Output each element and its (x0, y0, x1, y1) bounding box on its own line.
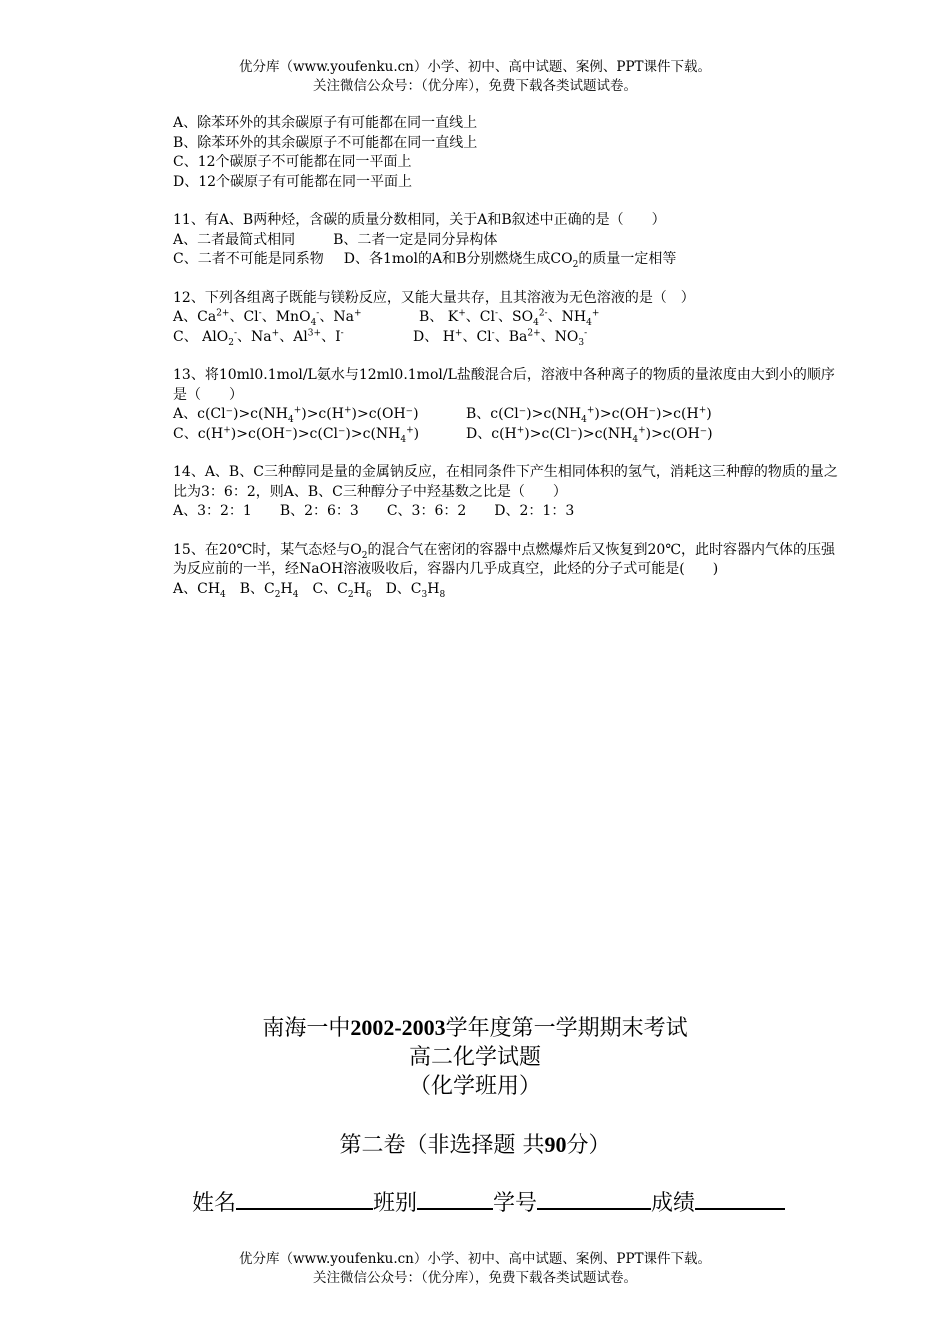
student-info-row (192, 1186, 785, 1217)
q10-option-b: B、除苯环外的其余碳原子不可能都在同一直线上 (173, 134, 478, 151)
q11-options-cd (173, 250, 838, 270)
q11-option-d: D、各1mol的A和B分别燃烧生成$CO_2$的质量一定相等 (343, 251, 677, 270)
q11-stem: 11、有A、B两种烃，含碳的质量分数相同，关于A和B叙述中正确的是（ ） (173, 212, 666, 228)
name-blank[interactable] (236, 1186, 373, 1210)
class-blank[interactable] (417, 1186, 493, 1210)
q13-option-a: A、$c(Cl^-)>c(NH_4^+)>c(H^+)>c(OH^-)$ (173, 405, 419, 425)
score-blank[interactable] (695, 1186, 785, 1210)
q15-option-d: D、$C_3H_8$ (385, 580, 446, 600)
q14-stem: 14、A、B、C三种醇同是量的金属钠反应，在相同条件下产生相同体积的氢气，消耗这三种醇的物质的量之比为3：6：2，则A、B、C三种醇分子中羟基数之比是（ ） (173, 464, 838, 500)
page-header (0, 58, 950, 96)
footer-line-2: 关注微信公众号：（优分库），免费下载各类试题试卷。 (313, 1270, 637, 1286)
q12-option-a: A、$Ca^{2+}$、Cl-、MnO$_4$-、Na+ (173, 308, 362, 328)
q12-options-cd (173, 328, 838, 348)
q13-option-b: B、$c(Cl^-)>c(NH_4^+)>c(OH^-)>c(H^+)$ (466, 405, 712, 425)
q13-options-cd (173, 425, 838, 445)
q15-option-c: C、$C_2H_6$ (312, 580, 372, 600)
q12-option-c: C、 AlO$_2$-、Na+、$Al^{3+}$、I- (173, 327, 344, 348)
class-label: 班别 (373, 1191, 418, 1216)
section-heading: 第二卷（非选择题 共90分） (339, 1132, 611, 1158)
q11-options-ab (173, 231, 838, 251)
question-content (173, 114, 838, 599)
exam-title-line-2: 高二化学试题 (408, 1045, 541, 1070)
q13-options-ab (173, 405, 838, 425)
q14-options: A、3：2：1 B、2：6：3 C、3：6：2 D、2：1：3 (173, 503, 575, 519)
q10-option-a: A、除苯环外的其余碳原子有可能都在同一直线上 (173, 115, 478, 131)
q12-options-ab (173, 308, 838, 328)
q15-option-a: A、$CH_4$ (173, 580, 226, 600)
q15-options (173, 580, 838, 600)
header-line-2: 关注微信公众号：（优分库），免费下载各类试题试卷。 (313, 78, 637, 94)
q13-option-c: C、$c(H^+)>c(OH^-)>c(Cl^-)>c(NH_4^+)$ (173, 424, 420, 445)
header-line-1: 优分库（www.youfenku.cn）小学、初中、高中试题、案例、PPT课件下载。 (238, 59, 712, 75)
name-label: 姓名 (192, 1191, 237, 1216)
q11-option-c: C、二者不可能是同系物 (173, 251, 324, 267)
q10-option-d: D、12个碳原子有可能都在同一平面上 (173, 173, 413, 190)
page-footer (0, 1250, 950, 1288)
q15-stem: 15、在20℃时，某气态烃与$O_2$的混合气在密闭的容器中点燃爆炸后又恢复到20℃，此时容器内气体的压强为反应前的一半，经NaOH溶液吸收后，容器内几乎成真空，此烃的分子式可能是( ) (173, 541, 835, 577)
q12-option-b: B、 K+、Cl-、$SO_4^{2-}$、$NH_4^+$ (419, 308, 600, 328)
exam-title-line-3: （化学班用） (408, 1074, 541, 1099)
q10-option-c: C、12个碳原子不可能都在同一平面上 (173, 154, 412, 170)
q12-option-d: D、 H+、Cl-、$Ba^{2+}$、$NO_3^-$ (413, 327, 588, 348)
q11-option-b: B、二者一定是同分异构体 (333, 231, 498, 248)
q15-option-b: B、$C_2H_4$ (239, 580, 299, 600)
score-label: 成绩 (651, 1191, 696, 1216)
footer-line-1: 优分库（www.youfenku.cn）小学、初中、高中试题、案例、PPT课件下载。 (238, 1251, 712, 1267)
student-id-label: 学号 (493, 1191, 538, 1216)
student-id-blank[interactable] (537, 1186, 651, 1210)
q13-stem: 13、将10ml0.1mol/L氨水与12ml0.1mol/L盐酸混合后，溶液中各种离子的物质的量浓度由大到小的顺序是（ ） (173, 367, 835, 403)
q13-option-d: D、$c(H^+)>c(Cl^-)>c(NH_4^+)>c(OH^-)$ (466, 424, 713, 445)
exam-title-line-1: 南海一中2002-2003学年度第一学期期末考试 (262, 1015, 688, 1041)
q11-option-a: A、二者最简式相同 (173, 231, 296, 248)
exam-title (0, 1013, 950, 1101)
q12-stem: 12、下列各组离子既能与镁粉反应，又能大量共存，且其溶液为无色溶液的是（ ） (173, 289, 695, 306)
